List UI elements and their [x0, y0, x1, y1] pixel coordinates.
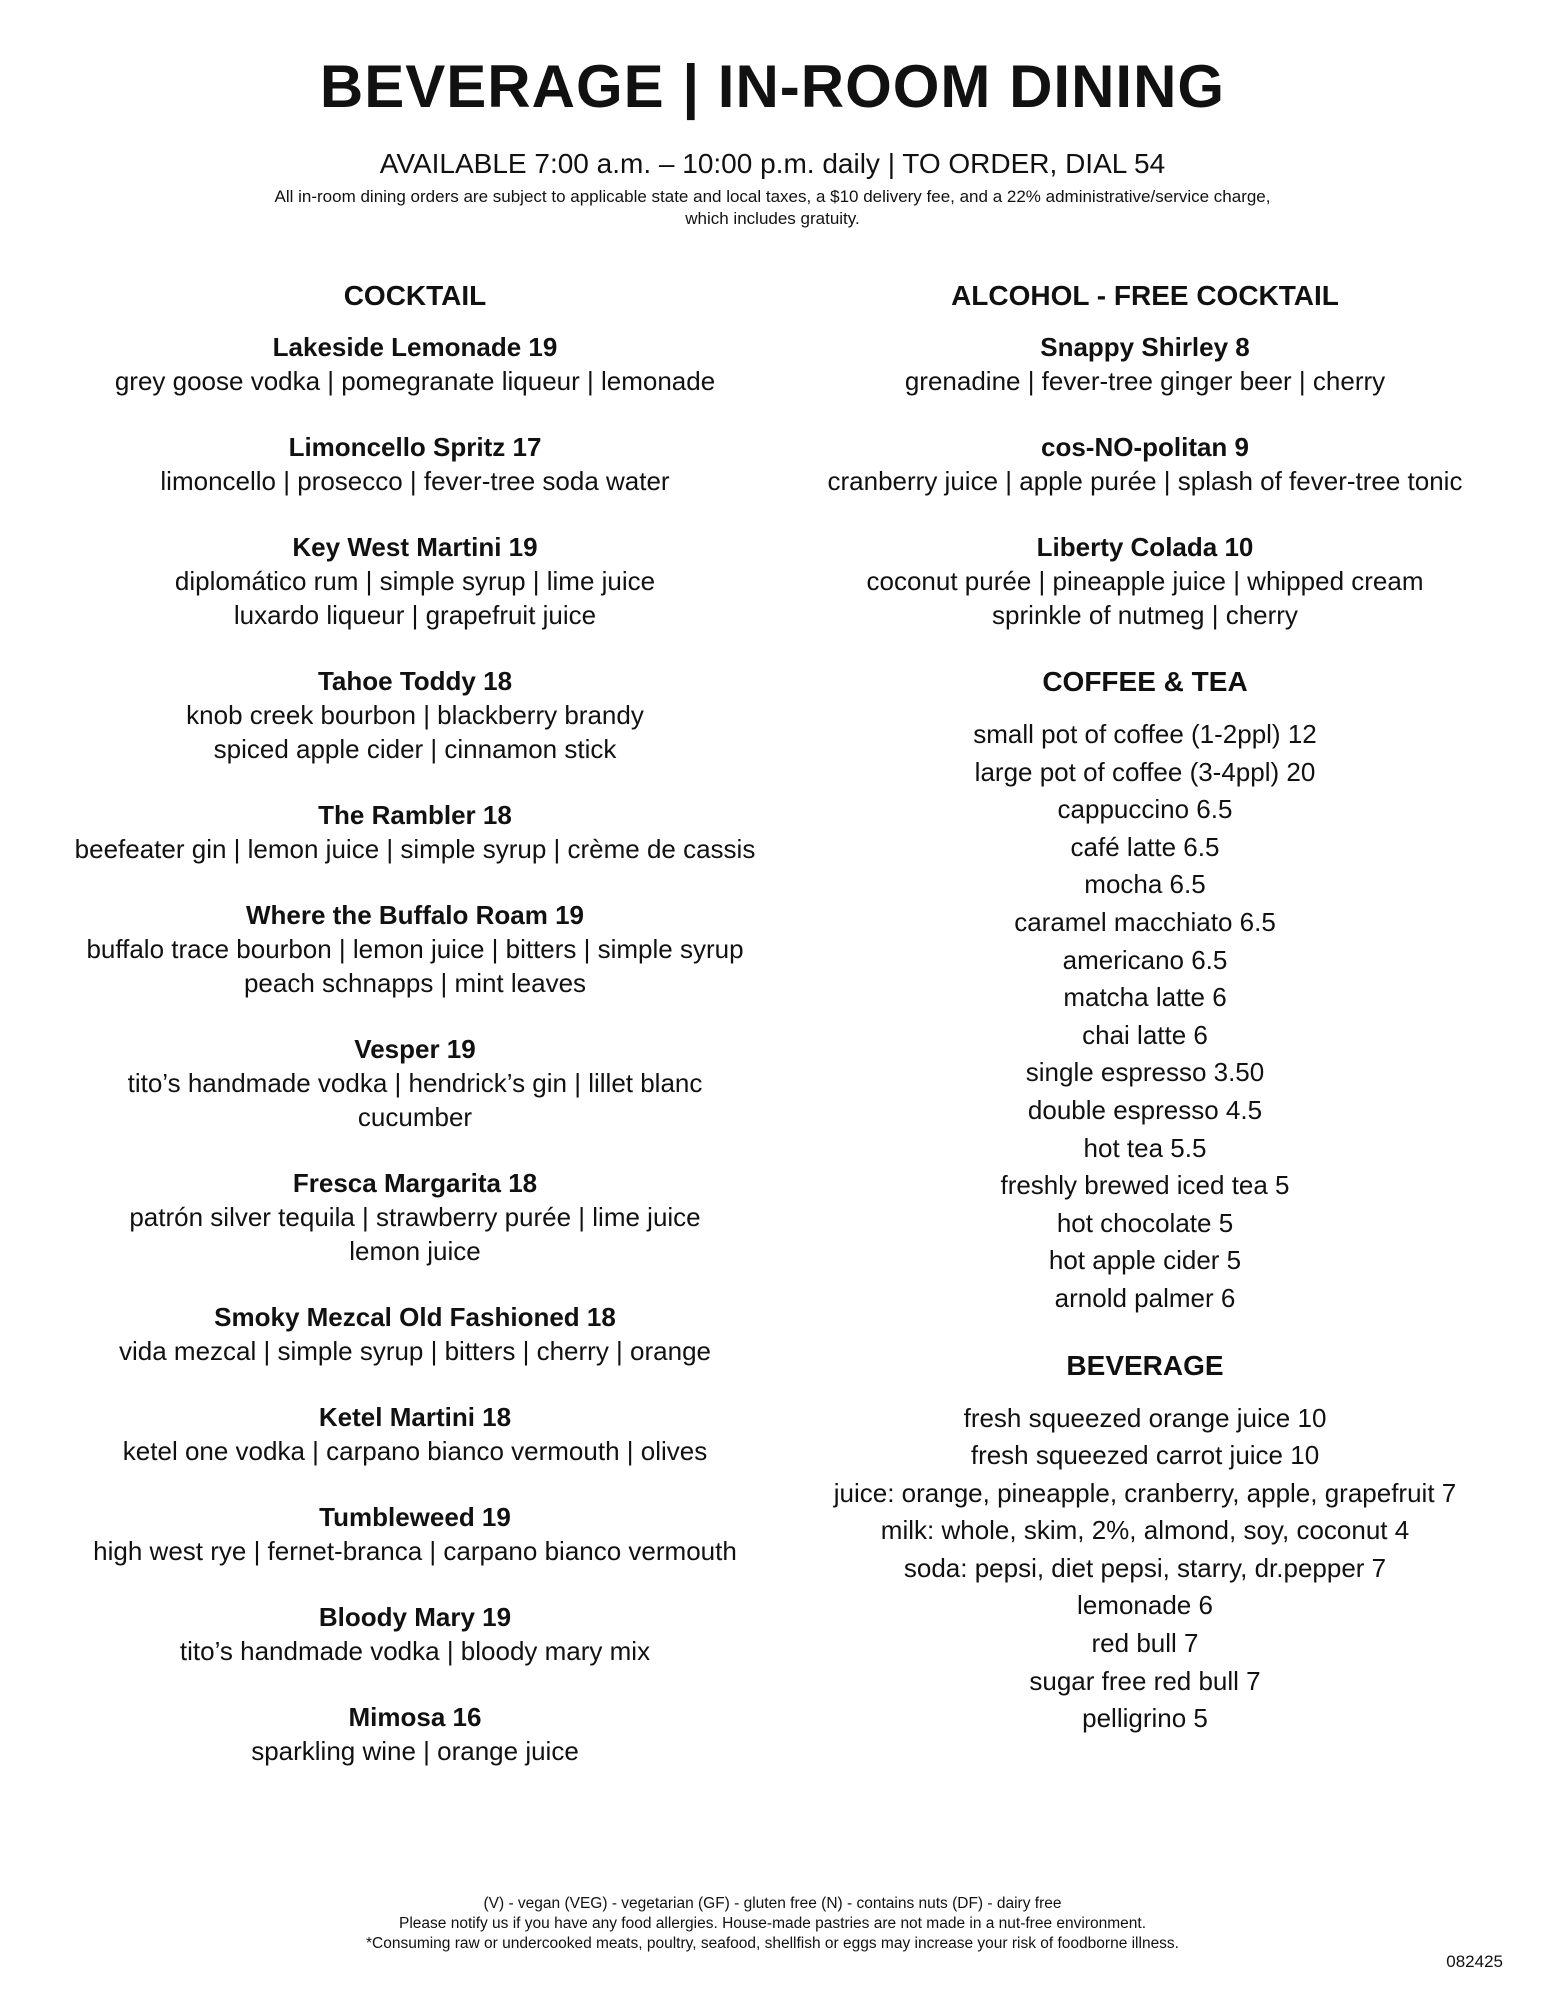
drink-ingredients: lemon juice	[349, 1236, 481, 1266]
drink-item	[40, 430, 790, 498]
drink-name: Where the Buffalo Roam 19	[245, 900, 585, 930]
menu-list-item: hot chocolate 5	[1056, 1207, 1234, 1238]
menu-list-item: matcha latte 6	[1063, 982, 1227, 1013]
drink-ingredients: beefeater gin | lemon juice | simple syrup | crème de cassis	[74, 834, 756, 864]
menu-list-item: soda: pepsi, diet pepsi, starry, dr.pepper 7	[903, 1552, 1387, 1583]
drink-name: Mimosa 16	[348, 1702, 482, 1732]
menu-list-item: red bull 7	[1091, 1628, 1199, 1659]
drink-item	[795, 330, 1495, 398]
coffee-tea-section-title: COFFEE & TEA	[1042, 666, 1248, 697]
drink-ingredients: luxardo liqueur | grapefruit juice	[233, 600, 597, 630]
beverage-list	[795, 1400, 1495, 1738]
drink-ingredients: sparkling wine | orange juice	[251, 1736, 579, 1766]
menu-list-item: single espresso 3.50	[1025, 1057, 1265, 1088]
drink-name: Vesper 19	[354, 1034, 476, 1064]
alcohol-free-list	[795, 330, 1495, 632]
drink-name: Smoky Mezcal Old Fashioned 18	[214, 1302, 616, 1332]
menu-list-item: chai latte 6	[1082, 1019, 1208, 1050]
drink-name: Liberty Colada 10	[1036, 532, 1254, 562]
drink-item	[795, 530, 1495, 632]
tax-note-line: which includes gratuity.	[685, 209, 860, 228]
allergy-note: Please notify us if you have any food allergies. House-made pastries are not made in a nut-free environment.	[399, 1915, 1146, 1932]
drink-name: Tumbleweed 19	[319, 1502, 511, 1532]
menu-list-item: hot apple cider 5	[1048, 1245, 1242, 1276]
drink-item	[795, 430, 1495, 498]
drink-item	[40, 898, 790, 1000]
menu-list-item: pelligrino 5	[1082, 1703, 1208, 1734]
drink-ingredients: spiced apple cider | cinnamon stick	[213, 734, 617, 764]
drink-item	[40, 330, 790, 398]
right-column	[795, 278, 1495, 1738]
drink-name: cos-NO-politan 9	[1040, 432, 1249, 462]
drink-ingredients: grenadine | fever-tree ginger beer | cherry	[904, 366, 1386, 396]
drink-ingredients: tito’s handmade vodka | hendrick’s gin | lillet blanc	[127, 1068, 703, 1098]
alcohol-free-section-title: ALCOHOL - FREE COCKTAIL	[951, 280, 1339, 311]
drink-ingredients: coconut purée | pineapple juice | whipped cream	[866, 566, 1424, 596]
drink-item	[40, 1032, 790, 1134]
drink-item	[40, 1166, 790, 1268]
drink-item	[40, 798, 790, 866]
menu-list-item: café latte 6.5	[1070, 831, 1220, 862]
menu-list-item: lemonade 6	[1077, 1590, 1213, 1621]
tax-note-line: All in-room dining orders are subject to applicable state and local taxes, a $10 delivery fee, and a 22% administrative/service charge,	[274, 187, 1271, 206]
drink-item	[40, 1700, 790, 1768]
availability-line: AVAILABLE 7:00 a.m. – 10:00 p.m. daily | TO ORDER, DIAL 54	[379, 148, 1166, 179]
drink-item	[40, 530, 790, 632]
cocktail-section-title: COCKTAIL	[343, 280, 487, 311]
menu-list-item: juice: orange, pineapple, cranberry, apple, grapefruit 7	[833, 1477, 1457, 1508]
drink-ingredients: patrón silver tequila | strawberry purée | lime juice	[129, 1202, 701, 1232]
coffee-tea-list	[795, 716, 1495, 1318]
drink-item	[40, 664, 790, 766]
menu-list-item: fresh squeezed orange juice 10	[963, 1402, 1327, 1433]
drink-ingredients: vida mezcal | simple syrup | bitters | cherry | orange	[118, 1336, 711, 1366]
beverage-section-title: BEVERAGE	[1066, 1349, 1224, 1381]
footer	[200, 1894, 1345, 1954]
drink-item	[40, 1500, 790, 1568]
drink-name: Tahoe Toddy 18	[317, 666, 513, 696]
menu-list-item: large pot of coffee (3-4ppl) 20	[974, 756, 1316, 787]
document-code: 082425	[1446, 1952, 1503, 1971]
menu-list-item: caramel macchiato 6.5	[1014, 906, 1276, 937]
menu-list-item: americano 6.5	[1062, 944, 1228, 975]
drink-ingredients: tito’s handmade vodka | bloody mary mix	[179, 1636, 651, 1666]
cocktail-list	[40, 330, 790, 1768]
drink-item	[40, 1400, 790, 1468]
menu-list-item: double espresso 4.5	[1027, 1094, 1263, 1125]
drink-ingredients: buffalo trace bourbon | lemon juice | bitters | simple syrup	[86, 934, 744, 964]
menu-list-item: arnold palmer 6	[1054, 1282, 1236, 1313]
drink-ingredients: grey goose vodka | pomegranate liqueur | lemonade	[114, 366, 716, 396]
drink-item	[40, 1600, 790, 1668]
menu-list-item: fresh squeezed carrot juice 10	[970, 1440, 1320, 1471]
dietary-legend: (V) - vegan (VEG) - vegetarian (GF) - gluten free (N) - contains nuts (DF) - dairy free	[483, 1895, 1062, 1912]
drink-name: Limoncello Spritz 17	[288, 432, 542, 462]
drink-ingredients: knob creek bourbon | blackberry brandy	[186, 700, 644, 730]
menu-list-item: cappuccino 6.5	[1057, 794, 1233, 825]
menu-list-item: mocha 6.5	[1084, 869, 1206, 900]
cocktail-column	[40, 278, 790, 1800]
menu-list-item: hot tea 5.5	[1083, 1132, 1207, 1163]
drink-ingredients: limoncello | prosecco | fever-tree soda water	[160, 466, 670, 496]
drink-name: Ketel Martini 18	[318, 1402, 512, 1432]
drink-ingredients: high west rye | fernet-branca | carpano bianco vermouth	[93, 1536, 737, 1566]
raw-food-warning: *Consuming raw or undercooked meats, poultry, seafood, shellfish or eggs may increase your risk of foodborne illness.	[365, 1935, 1179, 1952]
drink-name: Bloody Mary 19	[318, 1602, 512, 1632]
menu-list-item: freshly brewed iced tea 5	[1000, 1170, 1290, 1201]
drink-ingredients: sprinkle of nutmeg | cherry	[992, 600, 1298, 630]
drink-name: Lakeside Lemonade 19	[272, 332, 558, 362]
drink-ingredients: cucumber	[357, 1102, 473, 1132]
menu-list-item: sugar free red bull 7	[1029, 1665, 1261, 1696]
drink-name: Fresca Margarita 18	[292, 1168, 538, 1198]
drink-item	[40, 1300, 790, 1368]
drink-ingredients: cranberry juice | apple purée | splash of fever-tree tonic	[827, 466, 1463, 496]
drink-name: The Rambler 18	[318, 800, 512, 830]
menu-list-item: small pot of coffee (1-2ppl) 12	[973, 719, 1317, 749]
drink-name: Snappy Shirley 8	[1040, 332, 1250, 362]
drink-name: Key West Martini 19	[292, 532, 538, 562]
drink-ingredients: ketel one vodka | carpano bianco vermouth | olives	[122, 1436, 708, 1466]
menu-list-item: milk: whole, skim, 2%, almond, soy, coconut 4	[880, 1515, 1410, 1546]
page-title: BEVERAGE | IN-ROOM DINING	[319, 53, 1226, 120]
drink-ingredients: diplomático rum | simple syrup | lime juice	[174, 566, 656, 596]
tax-note	[160, 186, 1385, 230]
drink-ingredients: peach schnapps | mint leaves	[243, 968, 587, 998]
